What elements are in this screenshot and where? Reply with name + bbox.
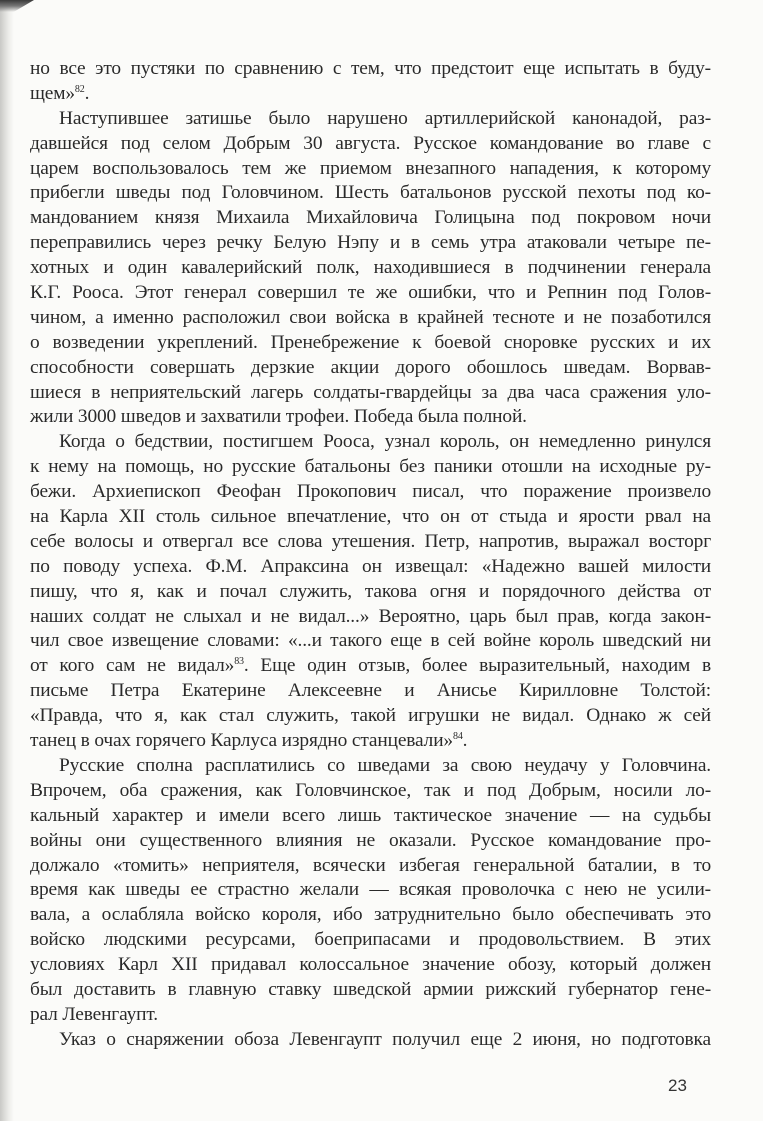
line-text: К.Г. Рооса. Этот генерал совершил те же ошибки, что и Репнин под Голов-	[30, 282, 711, 304]
text-line	[30, 779, 711, 804]
line-text: был доставить в главную ставку шведской армии рижский губернатор гене-	[30, 978, 711, 1000]
line-text: прибегли шведы под Головчином. Шесть батальонов русской пехоты под ко-	[30, 182, 711, 204]
text-line	[30, 181, 711, 206]
footnote-reference: 84	[452, 731, 463, 743]
line-text: давшейся под селом Добрым 30 августа. Русское командование во главе с	[30, 132, 711, 154]
line-text: к нему на помощь, но русские батальоны без паники отошли на исходные ру-	[30, 456, 711, 478]
line-text: кальный характер и имели всего лишь тактическое значение — на судьбы	[30, 804, 711, 826]
text-line	[30, 405, 711, 430]
text-line	[30, 829, 711, 854]
line-text: танец в очах горячего Карлуса изрядно станцевали»	[30, 730, 453, 752]
text-line	[30, 356, 711, 381]
line-text: войны они существенного влияния не оказали. Русское командование про-	[30, 829, 711, 851]
line-text-continued: .	[462, 730, 468, 752]
line-text: пишу, что я, как и почал служить, такова огня и порядочного действа от	[30, 580, 711, 602]
text-line	[30, 1003, 711, 1028]
text-line	[30, 505, 711, 530]
text-line	[30, 107, 711, 132]
text-line	[30, 132, 711, 157]
paragraph	[30, 754, 711, 1028]
line-text: по поводу успеха. Ф.М. Апраксина он извещал: «Надежно вашей милости	[30, 555, 711, 577]
text-line	[30, 381, 711, 406]
scan-corner-mark	[0, 0, 34, 12]
text-line	[30, 206, 711, 231]
text-line	[30, 629, 711, 654]
line-text: рал Левенгаупт.	[30, 1003, 158, 1025]
line-text: Указ о снаряжении обоза Левенгаупт получил еще 2 июня, но подготовка	[59, 1028, 711, 1050]
text-line	[30, 157, 711, 182]
line-text: условиях Карл XII придавал колоссальное значение обозу, который должен	[30, 954, 711, 976]
text-line	[30, 754, 711, 779]
line-text: Наступившее затишье было нарушено артиллерийской канонадой, раз-	[59, 107, 711, 129]
line-text: мандованием князя Михаила Михайловича Голицына под покровом ночи	[30, 207, 711, 229]
line-text: войско людскими ресурсами, боеприпасами и продовольствием. В этих	[30, 929, 711, 951]
line-text: вала, а ослабляла войско короля, ибо затруднительно было обеспечивать это	[30, 904, 711, 926]
line-text: наших солдат не слыхал и не видал...» Вероятно, царь был прав, когда закон-	[30, 605, 711, 627]
text-line	[30, 605, 711, 630]
scan-edge-shadow	[0, 0, 14, 1121]
text-line	[30, 654, 711, 679]
text-line	[30, 804, 711, 829]
text-line	[30, 231, 711, 256]
text-line	[30, 928, 711, 953]
text-line	[30, 704, 711, 729]
line-text: о возведении укреплений. Пренебрежение к боевой сноровке русских и их	[30, 331, 711, 353]
text-line	[30, 306, 711, 331]
paragraph	[30, 57, 711, 107]
text-line	[30, 1028, 711, 1053]
line-text: но все это пустяки по сравнению с тем, что предстоит еще испытать в буду-	[30, 58, 711, 79]
line-text: щем»	[30, 82, 75, 104]
line-text: царем воспользовалось тем же приемом внезапного нападения, к которому	[30, 157, 711, 179]
text-line	[30, 878, 711, 903]
paragraph	[30, 430, 711, 754]
text-line	[30, 580, 711, 605]
line-text: «Правда, что я, как стал служить, такой игрушки не видал. Однако ж сей	[30, 705, 711, 727]
line-text-continued: .	[84, 82, 90, 104]
text-line	[30, 953, 711, 978]
line-text: чил свое извещение словами: «...и такого еще в сей войне король шведский ни	[30, 630, 711, 652]
text-line	[30, 281, 711, 306]
line-text: жили 3000 шведов и захватили трофеи. Победа была полной.	[30, 406, 527, 428]
line-text: письме Петра Екатерине Алексеевне и Анисье Кирилловне Толстой:	[30, 680, 711, 702]
text-line	[30, 57, 711, 82]
line-text: время как шведы ее страстно желали — всякая проволочка с нею не усили-	[30, 879, 711, 901]
footnote-reference: 82	[74, 83, 85, 95]
line-text: способности совершать дерзкие акции дорого обошлось шведам. Ворвав-	[30, 356, 711, 378]
text-line	[30, 903, 711, 928]
line-text: Когда о бедствии, постигшем Рооса, узнал король, он немедленно ринулся	[59, 431, 711, 453]
line-text: себе волосы и отвергал все слова утешения. Петр, напротив, выражал восторг	[30, 530, 711, 552]
text-line	[30, 82, 711, 107]
line-text: хотных и один кавалерийский полк, находившиеся в подчинении генерала	[30, 257, 711, 279]
line-text: должало «томить» неприятеля, всячески избегая генеральной баталии, в то	[30, 854, 711, 876]
text-line	[30, 430, 711, 455]
text-line	[30, 679, 711, 704]
line-text: Русские сполна расплатились со шведами за свою неудачу у Головчина.	[59, 754, 711, 776]
text-line	[30, 978, 711, 1003]
text-line	[30, 256, 711, 281]
footnote-reference: 83	[234, 656, 244, 668]
line-text: на Карла XII столь сильное впечатление, что он от стыда и ярости рвал на	[30, 506, 711, 528]
line-text: Впрочем, оба сражения, как Головчинское, так и под Добрым, носили ло-	[30, 779, 711, 801]
paragraph	[30, 107, 711, 431]
text-line	[30, 480, 711, 505]
text-line	[30, 854, 711, 879]
page-number: 23	[668, 1076, 687, 1095]
line-text-continued: . Еще один отзыв, более выразительный, находим в	[243, 655, 711, 677]
line-text: от кого сам не видал»	[30, 655, 235, 677]
line-text: чином, а именно расположил свои войска в крайней тесноте и не позаботился	[30, 306, 711, 328]
line-text: переправились через речку Белую Нэпу и в семь утра атаковали четыре пе-	[30, 232, 711, 254]
paragraph	[30, 1028, 711, 1053]
line-text: шиеся в неприятельский лагерь солдаты-гвардейцы за два часа сражения уло-	[30, 381, 711, 403]
text-line	[30, 729, 711, 754]
text-line	[30, 455, 711, 480]
line-text: бежи. Архиепископ Феофан Прокопович писал, что поражение произвело	[30, 481, 711, 503]
page-body-text	[30, 57, 711, 1053]
text-line	[30, 555, 711, 580]
text-line	[30, 530, 711, 555]
text-line	[30, 331, 711, 356]
